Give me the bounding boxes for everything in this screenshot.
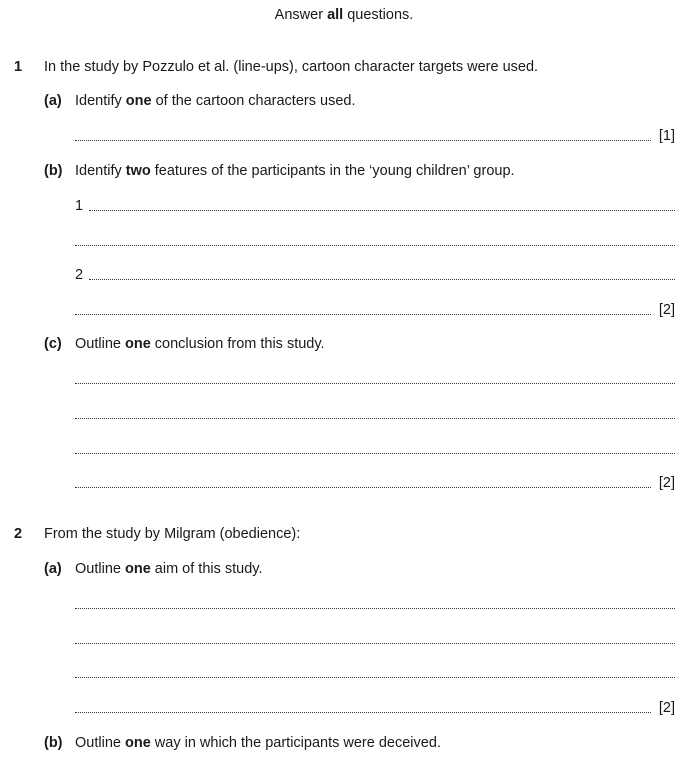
question-1b-label: (b) [44, 163, 63, 179]
marks-1b: [2] [658, 302, 675, 318]
answer-line-2a-1[interactable] [75, 595, 675, 613]
answer-line-1c-4[interactable] [75, 474, 675, 492]
answer-line-2a-3[interactable] [75, 664, 675, 682]
question-2a-text: Outline one aim of this study. [75, 561, 263, 577]
answer-line-1c-2[interactable] [75, 405, 675, 423]
dotted-line [75, 487, 651, 488]
question-1b-text: Identify two features of the participants in the ‘young children’ group. [75, 163, 515, 179]
answer-number-1: 1 [75, 198, 84, 214]
question-1-number: 1 [14, 59, 23, 75]
dotted-line [89, 279, 675, 280]
answer-line-1b-1-cont[interactable] [75, 232, 675, 250]
question-2b-label: (b) [44, 735, 63, 751]
dotted-line [75, 383, 675, 384]
question-2-number: 2 [14, 526, 23, 542]
answer-line-1b-2[interactable] [75, 266, 675, 284]
dotted-line [75, 608, 675, 609]
question-1c-label: (c) [44, 336, 62, 352]
dotted-line [75, 418, 675, 419]
marks-2a: [2] [658, 700, 675, 716]
answer-line-1b-1[interactable] [75, 197, 675, 215]
answer-line-1b-2-cont[interactable] [75, 301, 675, 319]
question-1a-label: (a) [44, 93, 62, 109]
question-1-text: In the study by Pozzulo et al. (line-ups), cartoon character targets were used. [44, 59, 539, 75]
dotted-line [89, 210, 675, 211]
question-2b-text: Outline one way in which the participants were deceived. [75, 735, 441, 751]
question-2a-label: (a) [44, 561, 62, 577]
marks-1a: [1] [658, 128, 675, 144]
answer-line-2a-4[interactable] [75, 699, 675, 717]
dotted-line [75, 245, 675, 246]
instructions-header: Answer all questions. [274, 7, 414, 23]
marks-1c: [2] [658, 475, 675, 491]
answer-line-2a-2[interactable] [75, 630, 675, 648]
dotted-line [75, 677, 675, 678]
answer-line-1c-1[interactable] [75, 370, 675, 388]
answer-number-2: 2 [75, 267, 84, 283]
question-1c-text: Outline one conclusion from this study. [75, 336, 325, 352]
question-1a-text: Identify one of the cartoon characters used. [75, 93, 356, 109]
answer-line-1c-3[interactable] [75, 440, 675, 458]
dotted-line [75, 314, 651, 315]
question-2-text: From the study by Milgram (obedience): [44, 526, 301, 542]
dotted-line [75, 140, 651, 141]
answer-line-1a[interactable] [75, 127, 675, 145]
dotted-line [75, 643, 675, 644]
dotted-line [75, 712, 651, 713]
dotted-line [75, 453, 675, 454]
